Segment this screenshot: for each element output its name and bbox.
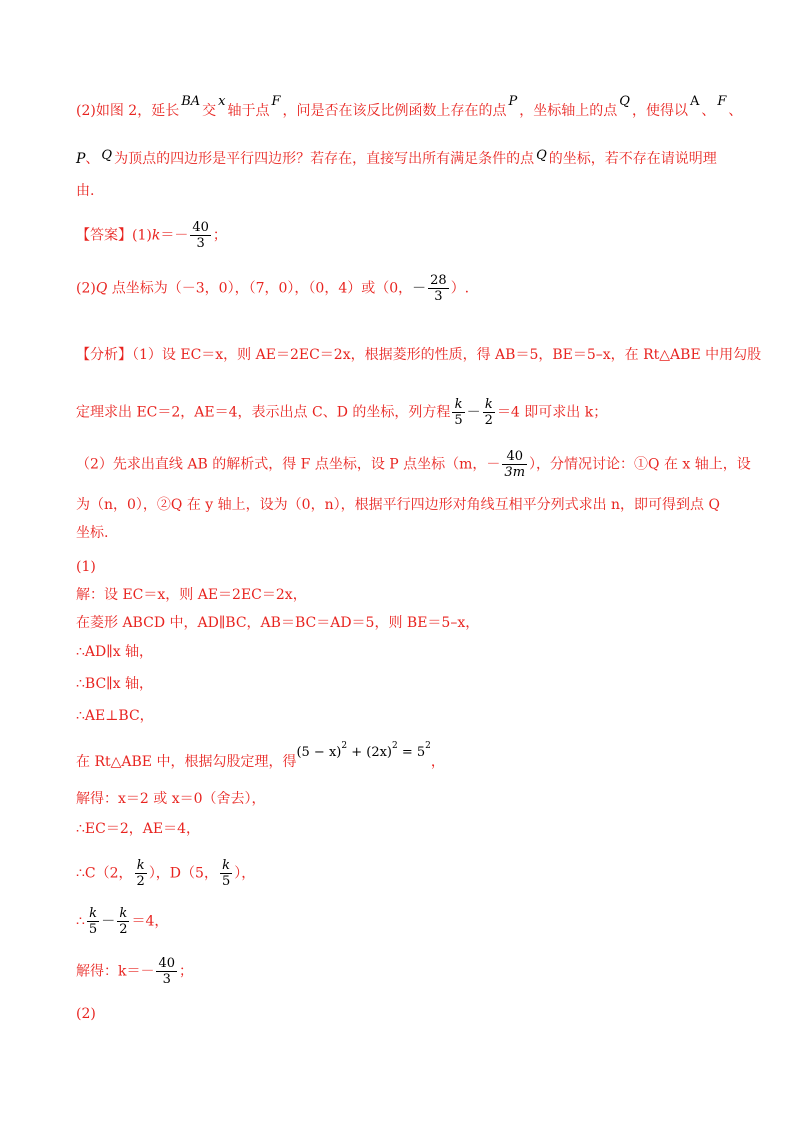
- denominator: 5: [88, 922, 98, 937]
- numerator: 28: [430, 273, 447, 288]
- solution-line-coordinates: [76, 858, 255, 889]
- analysis-line-4: [76, 494, 720, 516]
- fraction-k-2: [117, 906, 129, 937]
- solution-text: 在 Rt△ABE 中，根据勾股定理，得: [76, 754, 297, 770]
- denominator: 5: [221, 874, 231, 889]
- solution-text: ∴BC∥x 轴，: [76, 676, 153, 692]
- question-line-3: [76, 180, 94, 202]
- analysis-line-1: [76, 344, 761, 366]
- numerator: k: [87, 906, 99, 922]
- label-x: x: [218, 94, 226, 109]
- answer-text: ）.: [450, 280, 470, 297]
- answer-part-label: (2): [76, 280, 96, 297]
- denominator: 3: [434, 289, 443, 304]
- numerator: k: [483, 397, 495, 413]
- question-text: 如图 2，延长: [95, 103, 180, 119]
- denominator: 2: [119, 922, 128, 937]
- fraction-k-5: [452, 397, 464, 428]
- label-BA: BA: [181, 94, 201, 109]
- answer-line-1: [76, 220, 227, 251]
- equation-term: + (2x): [347, 745, 392, 760]
- minus-sign: －: [466, 404, 481, 421]
- solution-line-result: [76, 956, 193, 987]
- label-Q: Q: [619, 94, 630, 109]
- solution-text: ∴C（2，: [76, 865, 133, 882]
- solution-text: ；: [179, 963, 194, 980]
- analysis-text: （1）设 EC＝x，则 AE＝2EC＝2x，根据菱形的性质，得 AB＝5，BE＝5–x，在 Rt△ABE 中用勾股: [132, 347, 762, 363]
- numerator: k: [452, 397, 464, 413]
- solution-part-1-label: [76, 556, 96, 578]
- question-text: 由.: [76, 183, 95, 199]
- fraction-40-3: [190, 220, 211, 251]
- solution-text: 解：设 EC＝x，则 AE＝2EC＝2x，: [76, 587, 307, 603]
- numerator: 40: [192, 220, 209, 235]
- label-Q: Q: [101, 148, 113, 163]
- solution-text: ∴AD∥x 轴，: [76, 644, 154, 660]
- solution-text: 解得：k＝－: [76, 963, 155, 980]
- answer-text: ＝－: [160, 227, 189, 244]
- question-text: 为顶点的四边形是平行四边形？若存在，直接写出所有满足条件的点: [114, 151, 535, 167]
- solution-line: [76, 641, 153, 663]
- answer-line-2: [76, 273, 469, 304]
- denominator: 3: [162, 972, 171, 987]
- equation-term: = 5: [397, 745, 426, 760]
- solution-text: ∴AE⊥BC，: [76, 708, 154, 724]
- separator: 、: [701, 103, 716, 119]
- analysis-text: 为（n，0），②Q 在 y 轴上，设为（0，n），根据平行四边形对角线互相平分列式求出 n，即可得到点 Q: [76, 497, 720, 513]
- answer-text: 点坐标为（－3，0），（7，0），（0，4）或（0，: [107, 280, 413, 297]
- denominator: 5: [454, 413, 463, 428]
- denominator: 3m: [504, 465, 526, 480]
- label-P: P: [508, 94, 518, 109]
- solution-part-2-label: [76, 1003, 96, 1025]
- answer-text: ；: [212, 227, 227, 244]
- fraction-28-3: [428, 273, 449, 304]
- solution-line: [76, 788, 266, 810]
- analysis-text: 坐标.: [76, 525, 109, 541]
- solution-text: ），D（5，: [148, 865, 218, 882]
- pythagoras-equation: [296, 741, 431, 760]
- part-label: (2): [76, 1006, 96, 1022]
- var-k: k: [151, 227, 161, 244]
- separator: 、: [85, 151, 100, 167]
- question-text: ，使得以: [631, 103, 688, 119]
- label-F: F: [717, 94, 727, 109]
- label-Q: Q: [536, 148, 547, 163]
- analysis-line-5: [76, 522, 108, 544]
- answer-label: 【答案】: [76, 227, 132, 244]
- solution-line: [76, 818, 200, 840]
- separator: 、: [728, 103, 743, 119]
- solution-text: ＝4，: [131, 913, 169, 930]
- solution-text: ∴EC＝2，AE＝4，: [76, 821, 200, 837]
- label-A: A: [689, 94, 700, 109]
- numerator: 40: [502, 449, 527, 465]
- question-text: 的坐标，若不存在请说明理: [548, 151, 717, 167]
- question-text: 轴于点: [227, 103, 270, 119]
- var-Q: Q: [95, 280, 108, 297]
- numerator: k: [220, 858, 232, 874]
- solution-line-equation: [76, 906, 168, 937]
- solution-text: ∴: [76, 913, 85, 930]
- denominator: 3: [196, 236, 205, 251]
- solution-line: [76, 705, 154, 727]
- analysis-label: 【分析】: [76, 347, 132, 363]
- solution-text: ，: [430, 754, 445, 770]
- fraction-k-5: [87, 906, 99, 937]
- question-text: 交: [202, 103, 217, 119]
- denominator: 2: [136, 874, 145, 889]
- denominator: 2: [484, 413, 493, 428]
- fraction-k-2: [483, 397, 495, 428]
- solution-line: [76, 584, 307, 606]
- label-F: F: [271, 94, 281, 109]
- solution-text: 在菱形 ABCD 中，AD∥BC，AB＝BC＝AD＝5，则 BE＝5–x，: [76, 615, 480, 631]
- question-text: ，问是否在该反比例函数上存在的点: [282, 103, 507, 119]
- solution-line: [76, 612, 479, 634]
- fraction-40-3: [156, 956, 177, 987]
- numerator: k: [135, 858, 147, 874]
- solution-text: 解得：x＝2 或 x＝0（舍去），: [76, 791, 266, 807]
- analysis-text: ＝4 即可求出 k；: [496, 404, 608, 421]
- exponent: 2: [425, 741, 431, 751]
- label-P: P: [76, 151, 86, 167]
- solution-line: [76, 673, 153, 695]
- solution-text: ），: [234, 865, 256, 882]
- question-line-2: [76, 148, 717, 171]
- solution-line-pythagoras: [76, 741, 445, 774]
- fraction-k-5: [220, 858, 232, 889]
- numerator: k: [117, 906, 129, 922]
- analysis-line-2: [76, 397, 607, 428]
- analysis-text: （2）先求出直线 AB 的解析式，得 F 点坐标，设 P 点坐标（m，－: [76, 456, 501, 473]
- part-label: (1): [76, 559, 96, 575]
- minus-sign: －: [412, 280, 427, 297]
- fraction-40-3m: [502, 449, 527, 480]
- fraction-k-2: [135, 858, 147, 889]
- analysis-line-3: [76, 449, 751, 480]
- exponent: 2: [341, 741, 348, 751]
- answer-part-label: (1): [132, 227, 152, 244]
- analysis-text: 定理求出 EC＝2，AE＝4，表示出点 C、D 的坐标，列方程: [76, 404, 451, 421]
- analysis-text: ），分情况讨论：①Q 在 x 轴上，设: [529, 456, 751, 473]
- equation-term: (5 − x): [296, 745, 342, 760]
- question-line-1: [76, 94, 743, 123]
- question-part-label: (2): [76, 103, 96, 119]
- exponent: 2: [392, 741, 398, 751]
- numerator: 40: [158, 956, 176, 971]
- minus-sign: －: [101, 913, 116, 930]
- question-text: ，坐标轴上的点: [519, 103, 618, 119]
